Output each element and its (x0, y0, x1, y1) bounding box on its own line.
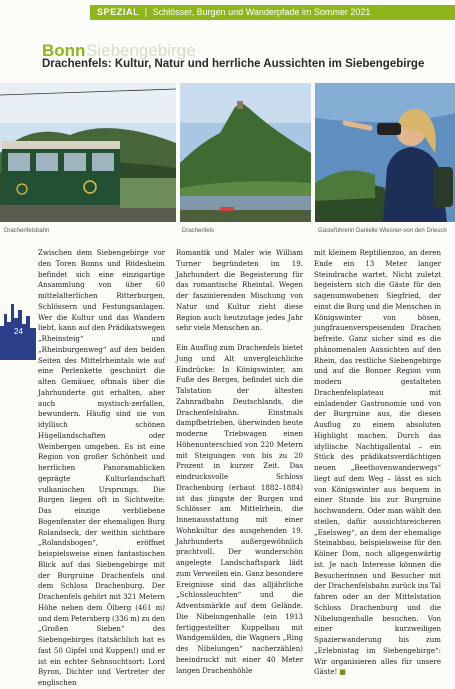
article-headline: Drachenfels: Kultur, Natur und herrliche Aussichten im Siebengebirge (42, 58, 425, 70)
end-mark: ■ (339, 667, 346, 677)
column-3-text (314, 248, 441, 678)
column-3-body: mit kleinem Reptilienzoo, an deren Ende ein 13 Meter langer Steindrache wartet. Nicht zuletzt begeistern sich die Gäste für den sagenumwobenen Siegfried, der einst die Burg und die Menschen in Königswinter von bösen, jungfrauenverspeisenden Drachen befreite. Ganz sicher sind es die phänomenalen Aussichten auf den Rhein, das restliche Siebengebirge und auf die Bonner Region vom modern gestalteten Drachenfelsplateau mit einladender Gastronomie und von der Burgruine aus, die diesen Ausflug zu einem absoluten Highlight machen. Durch das idyllische Nachtigallental – ein Stück des prädikatsverdächtigen neuen „Beethovenwanderwegs“ liegt auf dem Weg – lässt es sich von Königswinter aus bequem in einer Stunde bis zur Burgruine hochwandern. Oder man wählt den steilen, dafür aussichtsreicheren „Eselsweg“, an dem der ehemalige Steinabbau, beispielsweise für den Kölner Dom, noch allgegenwärtig ist. Je nach Interesse können die Besucherinnen und Besucher mit der Drachenfelsbahn zurück ins Tal fahren oder an der Mittelstation Schloss Drachenburg und die Nibelungenhalle besuchen. Von einer kurzweiligen Spazierwanderung bis zum „Erlebnistag im Siebengebirge“: Wir organisieren alles für unsere Gäste! (314, 248, 441, 677)
faded-heading-bleedthrough: Siebengebirge (86, 41, 196, 60)
article-column-3 (314, 248, 441, 678)
page-number: 24 (14, 327, 23, 336)
city-title: Bonn (42, 41, 86, 60)
photo-tour-guide (315, 83, 455, 222)
section-label: SPEZIAL (97, 7, 140, 17)
column-1-text: Zwischen dem Siebengebirge vor den Toren Bonns und Rüdesheim befindet sich eine einzigartige Ansammlung von über 60 mittelalterlichen Ritterburgen, Schlössern und Festungsanlagen. Wer die Kultur und das Wandern liebt, kann auf den Prädikatswegen „Rheinsteig“ und „Rheinburgenweg“ auf den beiden Seiten des Mittelrheintals wie auf eine Perlenkette geschnürt die alten Gemäuer, oftmals über die Jahrhunderte gut erhalten, aber auch mystisch-zerfallen, bewundern. Häufig sind sie von idyllisch schönen Hügellandschaften oder Weinbergen umgeben. Es ist eine Region von großer Schönheit und herrlichen Panoramablicken geprägte Kulturlandschaft vulkanischen Ursprungs. Die Burgen liegen oft in Sichtweite: Das einzige verbliebene Bogenfenster der ehemaligen Burg Rolandseck, der weithin sichtbare „Rolandsbogen“, eröffnet beispielsweise einen fantastischen Blick auf das Siebengebirge mit der Burgruine Drachenfels und dem Schloss Drachenburg. Der Drachenfels gehört mit 321 Metern Höhe neben dem Ölberg (461 m) und dem Petersberg (336 m) zu den „Großen Sieben“ des Siebengebirges (tatsächlich hat es fast 50 Gipfel und Kuppen!) und er ist ein echter Sehnsuchtsort: Lord Byron, Dichter und Vertreter der englischen (38, 248, 165, 687)
caption-3: Gästeführerin Danielle Wiesner-von den Driesch (318, 228, 447, 234)
caption-2: Drachenfels (182, 228, 215, 234)
caption-1: Drachenfelsbahn (4, 228, 50, 234)
column-2-paragraph-2: Ein Ausflug zum Drachenfels bietet Jung und Alt unvergleichliche Eindrücke: In Königswinter, am Fuße des Berges, befindet sich die Talstation der ältesten Zahnradbahn Deutschlands, die Drachenfelsbahn. Einstmals dampfbetrieben, überwinden heute moderne Triebwagen einen Höhenunterschied von 220 Metern mit Steigungen von bis zu 20 Prozent in kurzer Zeit. Das eindrucksvolle Schloss Drachenburg (erbaut 1882–1884) ist das jüngste der Burgen und Schlösser am Mittelrhein, die Innenausstattung mit einer Wohnkultur des ausgehenden 19. Jahrhunderts außergewöhnlich prachtvoll. Der wunderschön angelegte Landschaftspark lädt zum Verweilen ein. Ganz besondere Ereignisse sind das alljährliche „Schlossleuchten“ und die Adventsmärkte auf dem Gelände. Die Nibelungenhalle (ein 1913 fertiggestellter Kuppelbau mit Wandgemälden, die Wagners „Ring des Nibelungen“ nacherzählen) beeindruckt mit einer 40 Meter langen Drachenhöhle (176, 343, 303, 675)
header-separator: | (144, 7, 148, 17)
photo-drachenfelsbahn (0, 83, 176, 222)
section-header-bar (90, 5, 455, 20)
column-2-paragraph-1: Romantik und Maler wie William Turner begründeten im 19. Jahrhundert die Begeisterung für das romantische Rheintal. Wegen der faszinierenden Mischung von Natur und Kultur zieht diese Region auch heutzutage jedes Jahr sehr viele Menschen an. (176, 248, 303, 333)
article-column-1 (38, 248, 165, 689)
photo-drachenfels (180, 83, 311, 222)
issue-title: Schlösser, Burgen und Wanderpfade im Sommer 2021 (152, 7, 371, 17)
article-column-2 (176, 248, 303, 676)
